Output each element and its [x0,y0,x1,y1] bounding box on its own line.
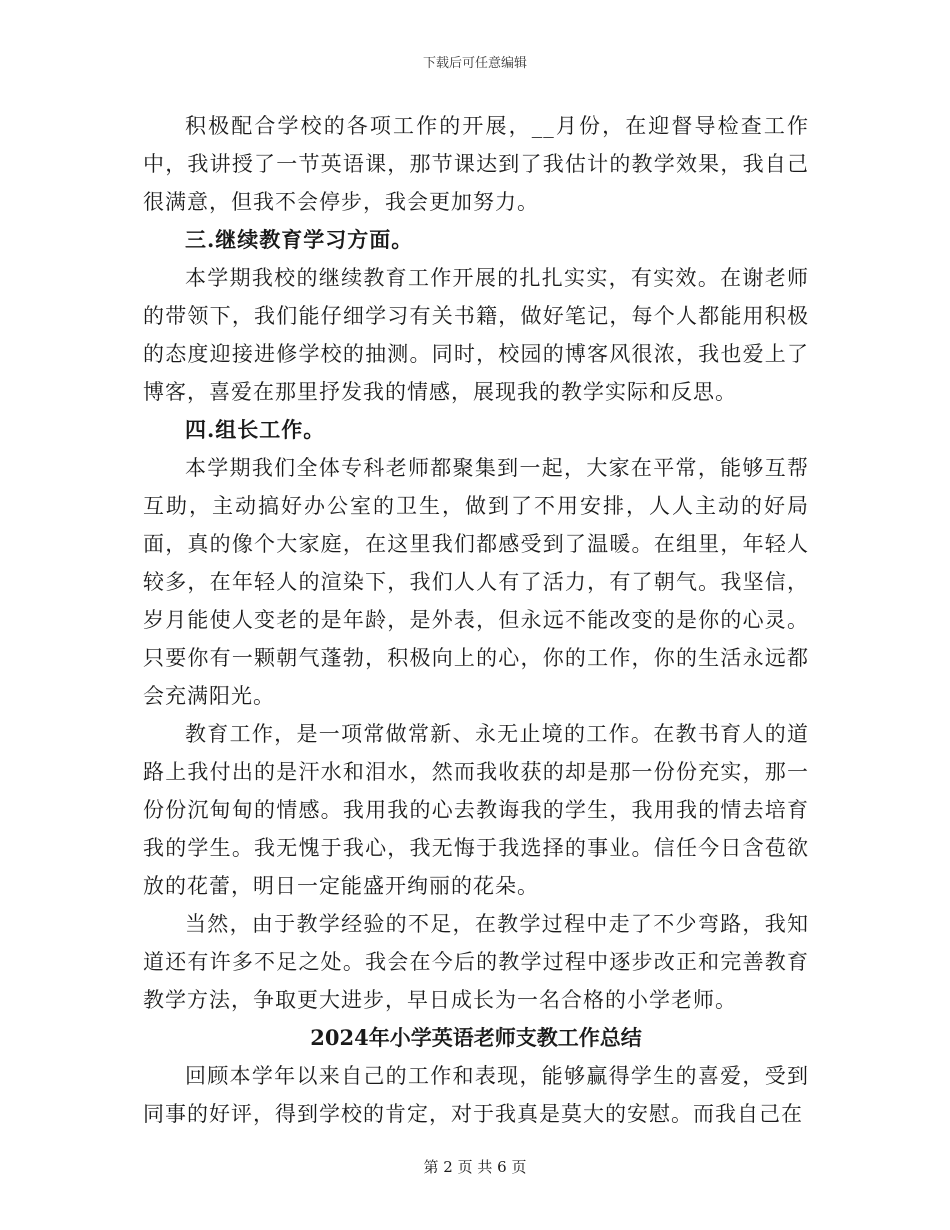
paragraph-review: 回顾本学年以来自己的工作和表现，能够赢得学生的喜爱，受到同事的好评，得到学校的肯定，对于我真是莫大的安慰。而我自己在 [143,1064,809,1126]
paragraph-education-work: 教育工作，是一项常做常新、永无止境的工作。在教书育人的道路上我付出的是汗水和泪水，然而我收获的却是那一份份充实，那一份份沉甸甸的情感。我用我的心去教诲我的学生，我用我的情去培育我的学生。我无愧于我心，我无悔于我选择的事业。信任今日含苞欲放的花蕾，明日一定能盛开绚丽的花朵。 [143,722,809,898]
paragraph-group-leader: 本学期我们全体专科老师都聚集到一起，大家在平常，能够互帮互助，主动搞好办公室的卫生，做到了不用安排，人人主动的好局面，真的像个大家庭，在这里我们都感受到了温暖。在组里，年轻人较多，在年轻人的渲染下，我们人人有了活力，有了朝气。我坚信，岁月能使人变老的是年龄，是外表，但永远不能改变的是你的心灵。只要你有一颗朝气蓬勃，积极向上的心，你的工作，你的生活永远都会充满阳光。 [143,456,809,708]
paragraph-continuing-education: 本学期我校的继续教育工作开展的扎扎实实，有实效。在谢老师的带领下，我们能仔细学习有关书籍，做好笔记，每个人都能用积极的态度迎接进修学校的抽测。同时，校园的博客风很浓，我也爱上了博客，喜爱在那里抒发我的情感，展现我的教学实际和反思。 [143,266,809,404]
section-heading-group-leader: 四.组长工作。 [185,417,326,442]
document-body [143,107,809,1133]
paragraph-cooperation: 积极配合学校的各项工作的开展，__月份，在迎督导检查工作中，我讲授了一节英语课，那节课达到了我估计的教学效果，我自己很满意，但我不会停步，我会更加努力。 [143,114,809,214]
document-title: 2024年小学英语老师支教工作总结 [310,1025,642,1050]
section-heading-continuing-education: 三.继续教育学习方面。 [185,227,414,252]
page-header: 下载后可任意编辑 [422,56,527,71]
page-footer: 第 2 页 共 6 页 [423,1158,527,1176]
paragraph-shortcomings: 当然，由于教学经验的不足，在教学过程中走了不少弯路，我知道还有许多不足之处。我会在今后的教学过程中逐步改正和完善教育教学方法，争取更大进步，早日成长为一名合格的小学老师。 [143,912,809,1012]
